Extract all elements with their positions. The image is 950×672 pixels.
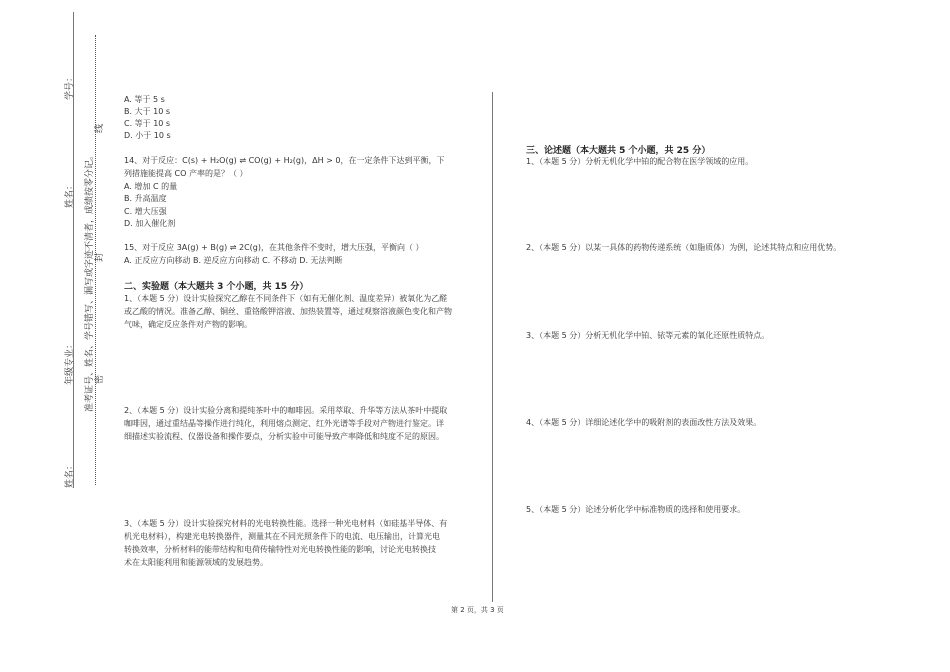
exp3-line3: 转换效率，分析材料的能带结构和电荷传输特性对光电转换性能的影响，讨论光电转换技	[124, 545, 436, 554]
q14-option-a: A. 增加 C 的量	[124, 182, 178, 191]
q14-stem-line1: 14、对于反应：C(s) + H₂O(g) ⇌ CO(g) + H₂(g)，ΔH > 0，在一定条件下达到平衡，下	[124, 156, 445, 165]
seal-mark-seal: 封	[95, 252, 105, 262]
q13-option-c: C. 等于 10 s	[124, 119, 171, 128]
q14-option-d: D. 加入催化剂	[124, 219, 176, 228]
q14-option-c: C. 增大压强	[124, 207, 167, 216]
essay-4: 4、（本题 5 分）详细论述化学中的吸附剂的表面改性方法及效果。	[526, 418, 762, 427]
exp2-line2: 咖啡因，通过重结晶等操作进行纯化，利用熔点测定、红外光谱等手段对产物进行鉴定。详	[124, 419, 444, 428]
exp3-line2: 机光电材料），构建光电转换器件，测量其在不同光照条件下的电流、电压输出，计算光电	[124, 532, 440, 541]
exp3-line1: 3、（本题 5 分）设计实验探究材料的光电转换性能。选择一种光电材料（如硅基半导体、有	[124, 519, 448, 528]
essay-1: 1、（本题 5 分）分析无机化学中铂的配合物在医学领域的应用。	[526, 157, 754, 166]
exp1-line3: 气味，确定反应条件对产物的影响。	[124, 320, 252, 329]
q14-stem-line2: 列措施能提高 CO 产率的是？（ ）	[124, 169, 248, 178]
q15-options: A. 正反应方向移动 B. 逆反应方向移动 C. 不移动 D. 无法判断	[124, 256, 343, 265]
exp3-line4: 术在太阳能利用和能源领域的发展趋势。	[124, 558, 268, 567]
student-id-label: 学号：	[65, 72, 75, 100]
notice-text: 准考证号、姓名、学号错写、漏写或字迹不清者，成绩按零分记。	[85, 150, 95, 412]
essay-3: 3、（本题 5 分）分析无机化学中铂、铱等元素的氧化还原性质特点。	[526, 331, 770, 340]
grade-major-label: 年级专业：	[65, 339, 75, 385]
school-label: 姓名：	[65, 460, 75, 488]
exp2-line1: 2、（本题 5 分）设计实验分离和提纯茶叶中的咖啡因。采用萃取、升华等方法从茶叶中提取	[124, 406, 448, 415]
q15-stem-line1: 15、对于反应 3A(g) + B(g) ⇌ 2C(g)，在其他条件不变时，增大压强，平衡向（ ）	[124, 243, 424, 252]
q13-option-d: D. 小于 10 s	[124, 131, 171, 140]
seal-mark-line: 线	[95, 123, 105, 133]
exp1-line1: 1、（本题 5 分）设计实验探究乙醇在不同条件下（如有无催化剂、温度差异）被氧化为乙醛	[124, 294, 448, 303]
column-divider	[492, 92, 493, 602]
exp2-line3: 细描述实验流程、仪器设备和操作要点，分析实验中可能导致产率降低和纯度不足的原因。	[124, 432, 444, 441]
section2-title: 二、实验题（本大题共 3 个小题，共 15 分）	[124, 282, 309, 292]
section3-title: 三、论述题（本大题共 5 个小题，共 25 分）	[526, 146, 711, 156]
essay-5: 5、（本题 5 分）论述分析化学中标准物质的选择和使用要求。	[526, 505, 746, 514]
page-number: 第 2 页，共 3 页	[451, 606, 504, 614]
q14-option-b: B. 升高温度	[124, 194, 167, 203]
seal-mark-secret: 密	[95, 374, 105, 384]
q13-option-b: B. 大于 10 s	[124, 107, 171, 116]
q13-option-a: A. 等于 5 s	[124, 95, 165, 104]
essay-2: 2、（本题 5 分）以某一具体的药物传递系统（如脂质体）为例，论述其特点和应用优势。	[526, 243, 842, 252]
exp1-line2: 或乙酸的情况。准备乙醇、铜丝、重铬酸钾溶液、加热装置等，通过观察溶液颜色变化和产物	[124, 307, 452, 316]
name-label: 姓名：	[65, 180, 75, 208]
